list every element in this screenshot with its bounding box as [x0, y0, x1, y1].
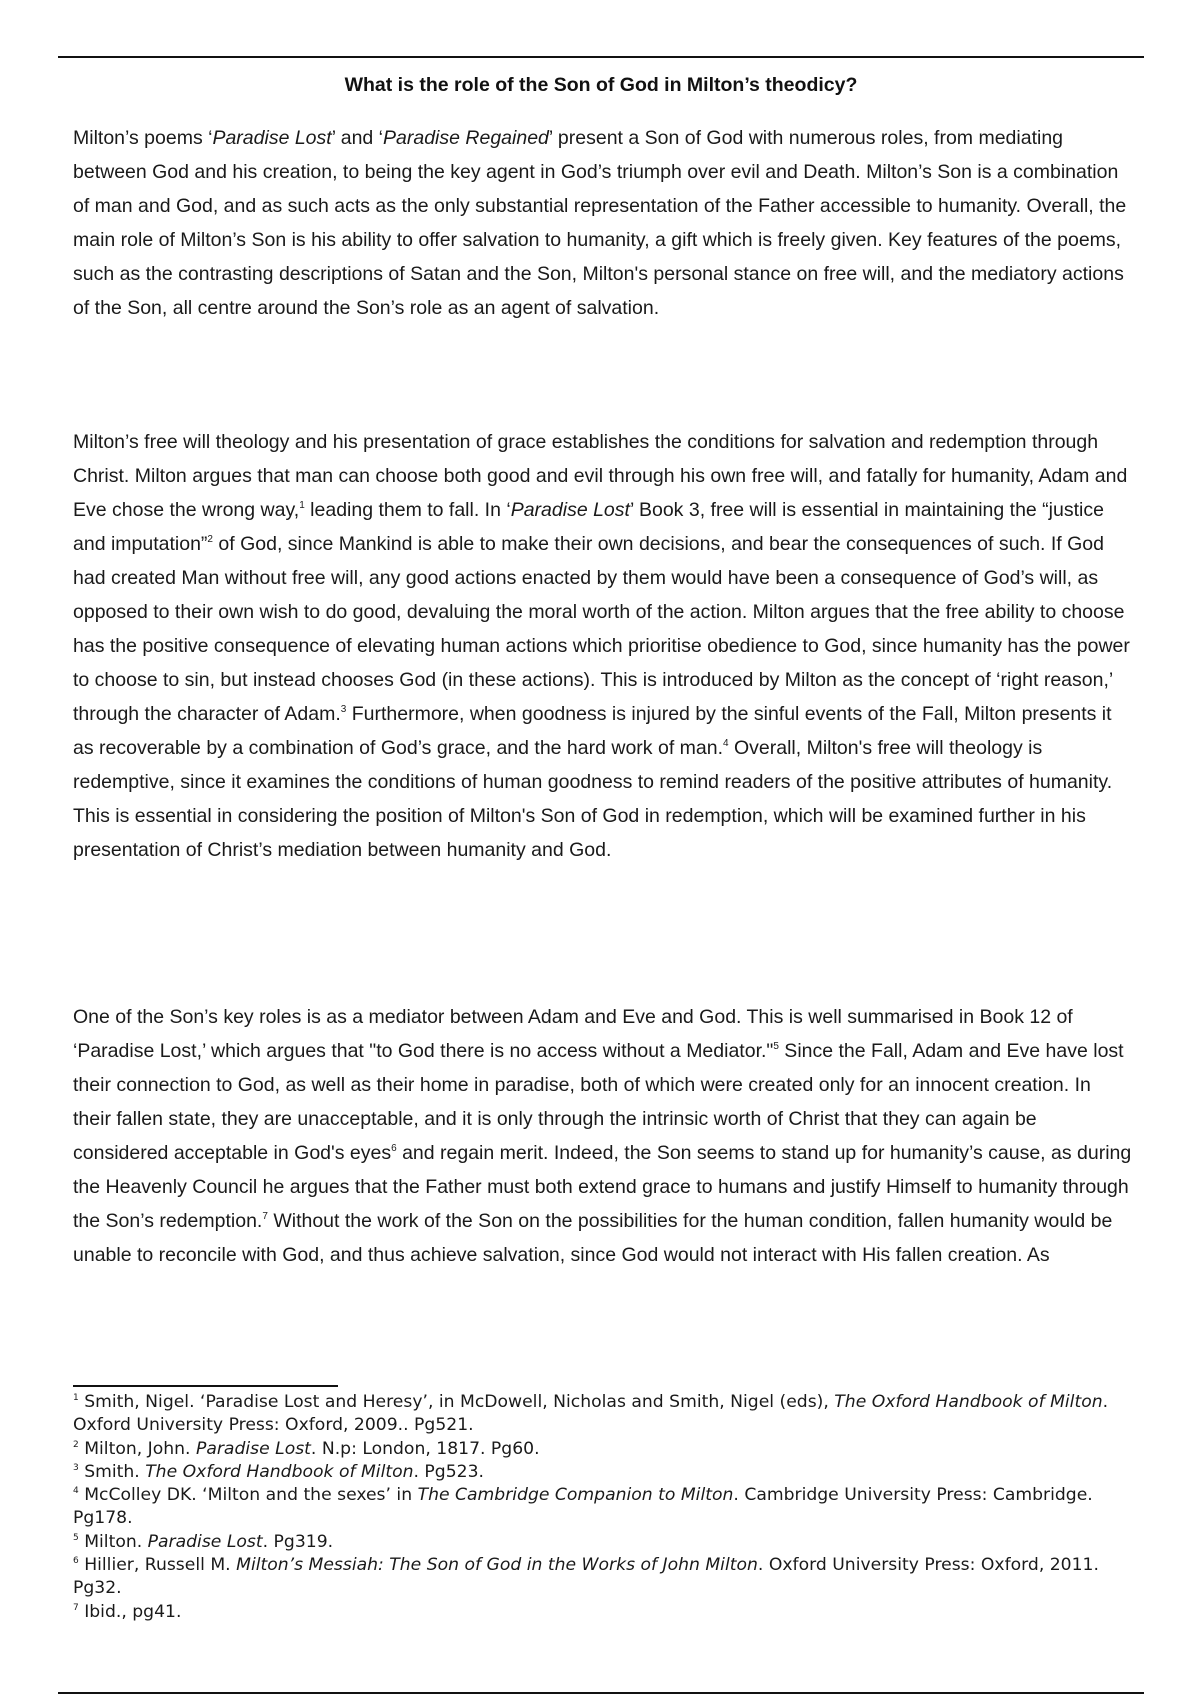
- footnote-5: [73, 1531, 1133, 1554]
- footnote-ref: 3: [340, 704, 347, 715]
- top-rule: [58, 56, 1144, 58]
- text-run: Ibid., pg41.: [78, 1601, 182, 1622]
- text-run: Overall, Milton's free will theology is redemptive, since it examines the conditions of human goodness to remind readers of the positive attributes of humanity. This is essential in considering the position of Milton's Son of God in redemption, which will be examined further in his presentation of Christ’s mediation between humanity and God.: [73, 737, 1113, 861]
- text-run: Since the Fall, Adam and Eve have lost their connection to God, as well as their home in paradise, both of which were created only for an innocent creation. In their fallen state, they are unacceptable, and it is only through the intrinsic worth of Christ that they can again be considered acceptable in God's eyes: [73, 1040, 1124, 1164]
- footnote-4: [73, 1484, 1133, 1531]
- text-run: of God, since Mankind is able to make their own decisions, and bear the consequences of such. If God had created Man without free will, any good actions enacted by them would have been a consequence of God’s will, as opposed to their own wish to do good, devaluing the moral worth of the action. Milton argues that the free ability to choose has the positive consequence of elevating human actions which prioritise obedience to God, since humanity has the power to choose to sin, but instead chooses God (in these actions). This is introduced by Milton as the concept of ‘right reason,’ through the character of Adam.: [73, 533, 1130, 725]
- italic-text: Paradise Lost: [212, 127, 332, 149]
- bottom-rule: [58, 1692, 1144, 1694]
- text-run: Milton, John.: [78, 1438, 196, 1459]
- italic-text: Paradise Lost: [147, 1531, 263, 1552]
- footnote-ref: 4: [723, 738, 729, 749]
- text-run: . N.p: London, 1817. Pg60.: [310, 1438, 540, 1459]
- footnote-number: 1: [73, 1393, 79, 1403]
- text-run: Without the work of the Son on the possibilities for the human condition, fallen humanity would be unable to reconcile with God, and thus achieve salvation, since God would not interact with His fallen creation. As: [73, 1210, 1113, 1266]
- text-run: Milton.: [78, 1531, 148, 1552]
- text-run: leading them to fall. In ‘: [304, 499, 511, 521]
- footnote-1: [73, 1391, 1133, 1438]
- italic-text: Milton’s Messiah: The Son of God in the Works of John Milton: [236, 1555, 758, 1576]
- text-run: Hillier, Russell M.: [78, 1555, 237, 1576]
- footnote-6: [73, 1554, 1133, 1601]
- footnote-ref: 2: [207, 534, 213, 545]
- text-run: . Oxford University Press: Oxford, 2009.. Pg521.: [73, 1392, 1109, 1436]
- text-run: Smith.: [78, 1461, 146, 1482]
- text-run: One of the Son’s key roles is as a mediator between Adam and Eve and God. This is well summarised in Book 12 of ‘Paradise Lost,’ which argues that "to God there is no access without a Mediator.": [73, 1006, 1073, 1062]
- text-run: . Pg319.: [262, 1531, 334, 1552]
- footnote-number: 2: [73, 1439, 79, 1450]
- text-run: . Oxford University Press: Oxford, 2011. Pg32.: [73, 1555, 1099, 1599]
- text-run: McColley DK. ‘Milton and the sexes’ in: [78, 1485, 418, 1506]
- italic-text: The Oxford Handbook of Milton: [145, 1461, 414, 1482]
- text-run: Smith, Nigel. ‘Paradise Lost and Heresy’, in McDowell, Nicholas and Smith, Nigel (eds),: [78, 1392, 835, 1412]
- text-run: and regain merit. Indeed, the Son seems to stand up for humanity’s cause, as during the Heavenly Council he argues that the Father must both extend grace to humans and justify Himself to humanity through the Son’s redemption.: [73, 1142, 1132, 1232]
- text-run: . Pg523.: [413, 1461, 484, 1482]
- text-run: Milton’s free will theology and his presentation of grace establishes the conditions for salvation and redemption through Christ. Milton argues that man can choose both good and evil through his own free will, and fatally for humanity, Adam and Eve chose the wrong way,: [73, 431, 1128, 521]
- paragraph-3: [73, 1000, 1133, 1272]
- text-run: Milton’s poems ‘: [73, 127, 213, 149]
- italic-text: Paradise Lost: [510, 499, 630, 521]
- text-run: Furthermore, when goodness is injured by the sinful events of the Fall, Milton presents it as recoverable by a combination of God’s grace, and the hard work of man.: [73, 703, 1112, 759]
- footnote-number: 3: [73, 1462, 79, 1473]
- text-run: ’ present a Son of God with numerous roles, from mediating between God and his creation, to being the key agent in God’s triumph over evil and Death. Milton’s Son is a combination of man and God, and as such acts as the only substantial representation of the Father accessible to humanity. Overall, the main role of Milton’s Son is his ability to offer salvation to humanity, a gift which is freely given. Key features of the poems, such as the contrasting descriptions of Satan and the Son, Milton's personal stance on free will, and the mediatory actions of the Son, all centre around the Son’s role as an agent of salvation.: [73, 127, 1127, 319]
- italic-text: The Cambridge Companion to Milton: [417, 1485, 734, 1506]
- footnote-number: 7: [73, 1602, 79, 1613]
- italic-text: Paradise Regained: [383, 127, 549, 149]
- italic-text: Paradise Lost: [195, 1438, 311, 1459]
- footnote-3: [73, 1461, 1133, 1484]
- text-run: . Cambridge University Press: Cambridge. Pg178.: [73, 1485, 1093, 1529]
- footnotes: [73, 1391, 1133, 1624]
- paragraph-2: [73, 425, 1133, 867]
- footnote-number: 4: [73, 1486, 79, 1497]
- footnote-ref: 5: [773, 1041, 779, 1052]
- footnote-number: 5: [73, 1532, 79, 1543]
- italic-text: The Oxford Handbook of Milton: [834, 1392, 1103, 1412]
- footnote-separator: [73, 1385, 338, 1387]
- paragraph-1: [73, 121, 1133, 325]
- footnote-ref: 7: [262, 1211, 268, 1222]
- footnote-2: [73, 1438, 1133, 1461]
- text-run: ’ Book 3, free will is essential in maintaining the “justice and imputation”: [73, 499, 1104, 555]
- essay-title: What is the role of the Son of God in Milton’s theodicy?: [344, 74, 858, 96]
- footnote-ref: 1: [299, 500, 305, 511]
- footnote-number: 6: [73, 1556, 79, 1567]
- footnote-ref: 6: [391, 1143, 397, 1154]
- text-run: ’ and ‘: [331, 127, 384, 149]
- footnote-7: [73, 1601, 1133, 1624]
